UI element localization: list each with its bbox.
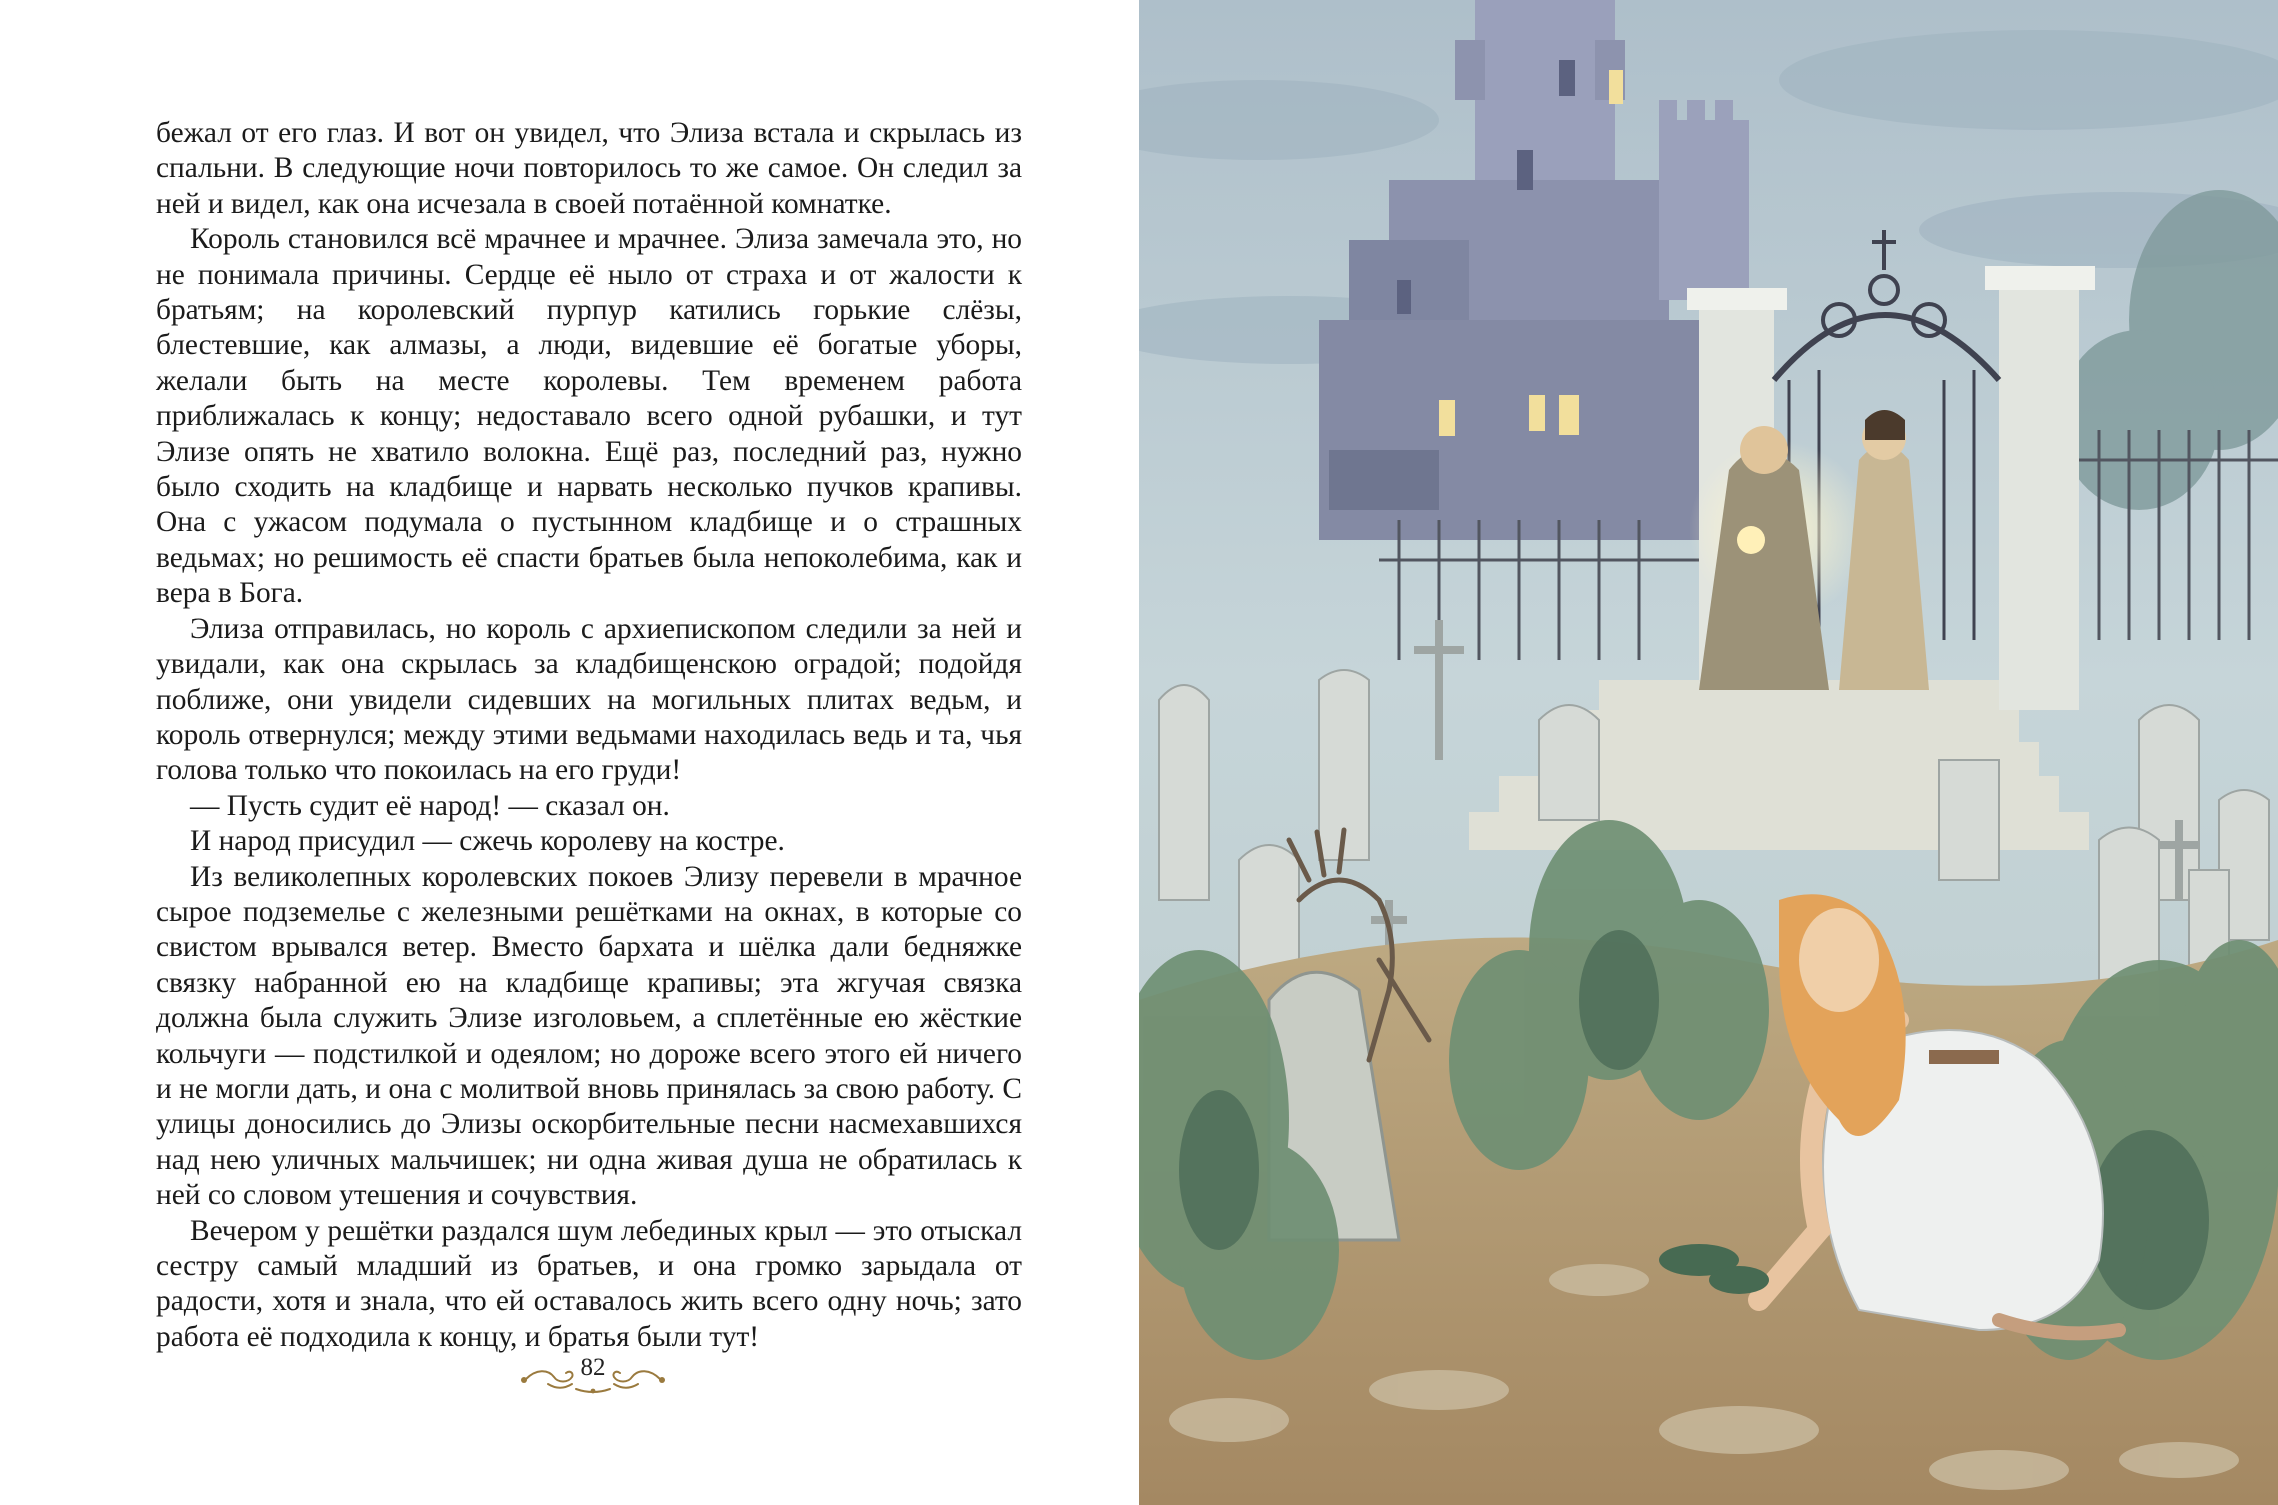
paragraph: И народ присудил — сжечь королеву на костре. [190,825,785,858]
paragraph: Элиза отправилась, но король с архиепископом следили за ней и увидали, как она скрылась за кладбищенскою оградой; подойдя поближе, они увидели сидевших на могильных плитах ведьм, и король отвернулся; между этими ведьмами находилась ведь и та, чья голова только что покоилась на его груди! [156,612,1022,787]
graveyard-illustration [1139,0,2278,1505]
paragraph: — Пусть судит её народ! — сказал он. [190,789,670,822]
paragraph: Вечером у решётки раздался шум лебединых крыл — это отыскал сестру самый младший из братьев, и она громко зарыдала от радости, хотя и знала, что ей оставалось жить всего одну ночь; зато работа её подходила к концу, и братья были тут! [156,1214,1022,1353]
page-number: 82 [580,1354,606,1381]
text-column [156,116,1022,1355]
paragraph: бежал от его глаз. И вот он увидел, что Элиза встала и скрылась из спальни. В следующие ночи повторилось то же самое. Он следил за ней и видел, как она исчезала в своей потаённой комнатке. [156,117,1022,220]
paragraph: Король становился всё мрачнее и мрачнее. Элиза замечала это, но не понимала причины. Сердце её ныло от страха и от жалости к братьям; на королевский пурпур катились горькие слёзы, блестевшие, как алмазы, а люди, видевшие её богатые уборы, желали быть на месте королевы. Тем временем работа приближалась к концу; недоставало всего одной рубашки, и тут Элизе опять не хватило волокна. Ещё раз, последний раз, нужно было сходить на кладбище и нарвать несколько пучков крапивы. Она с ужасом подумала о пустынном кладбище и о страшных ведьмах; но решимость её спасти братьев была непоколебима, как и вера в Бога. [156,223,1022,610]
page-number-ornament [518,1353,668,1397]
illustration-page [1139,0,2278,1505]
paragraph: Из великолепных королевских покоев Элизу перевели в мрачное сырое подземелье с железными решётками на окнах, в которые со свистом врывался ветер. Вместо бархата и шёлка дали бедняжке связку набранной ею на кладбище крапивы; эта жгучая связка должна была служить Элизе изголовьем, а сплетённые ею жёсткие кольчуги — подстилкой и одеялом; но дороже всего этого ей ничего и не могли дать, и она с молитвой вновь принялась за свою работу. С улицы доносились до Элизы оскорбительные песни насмехавшихся над нею уличных мальчишек; ни одна живая душа не обратилась к ней со словом утешения и сочувствия. [156,860,1022,1212]
